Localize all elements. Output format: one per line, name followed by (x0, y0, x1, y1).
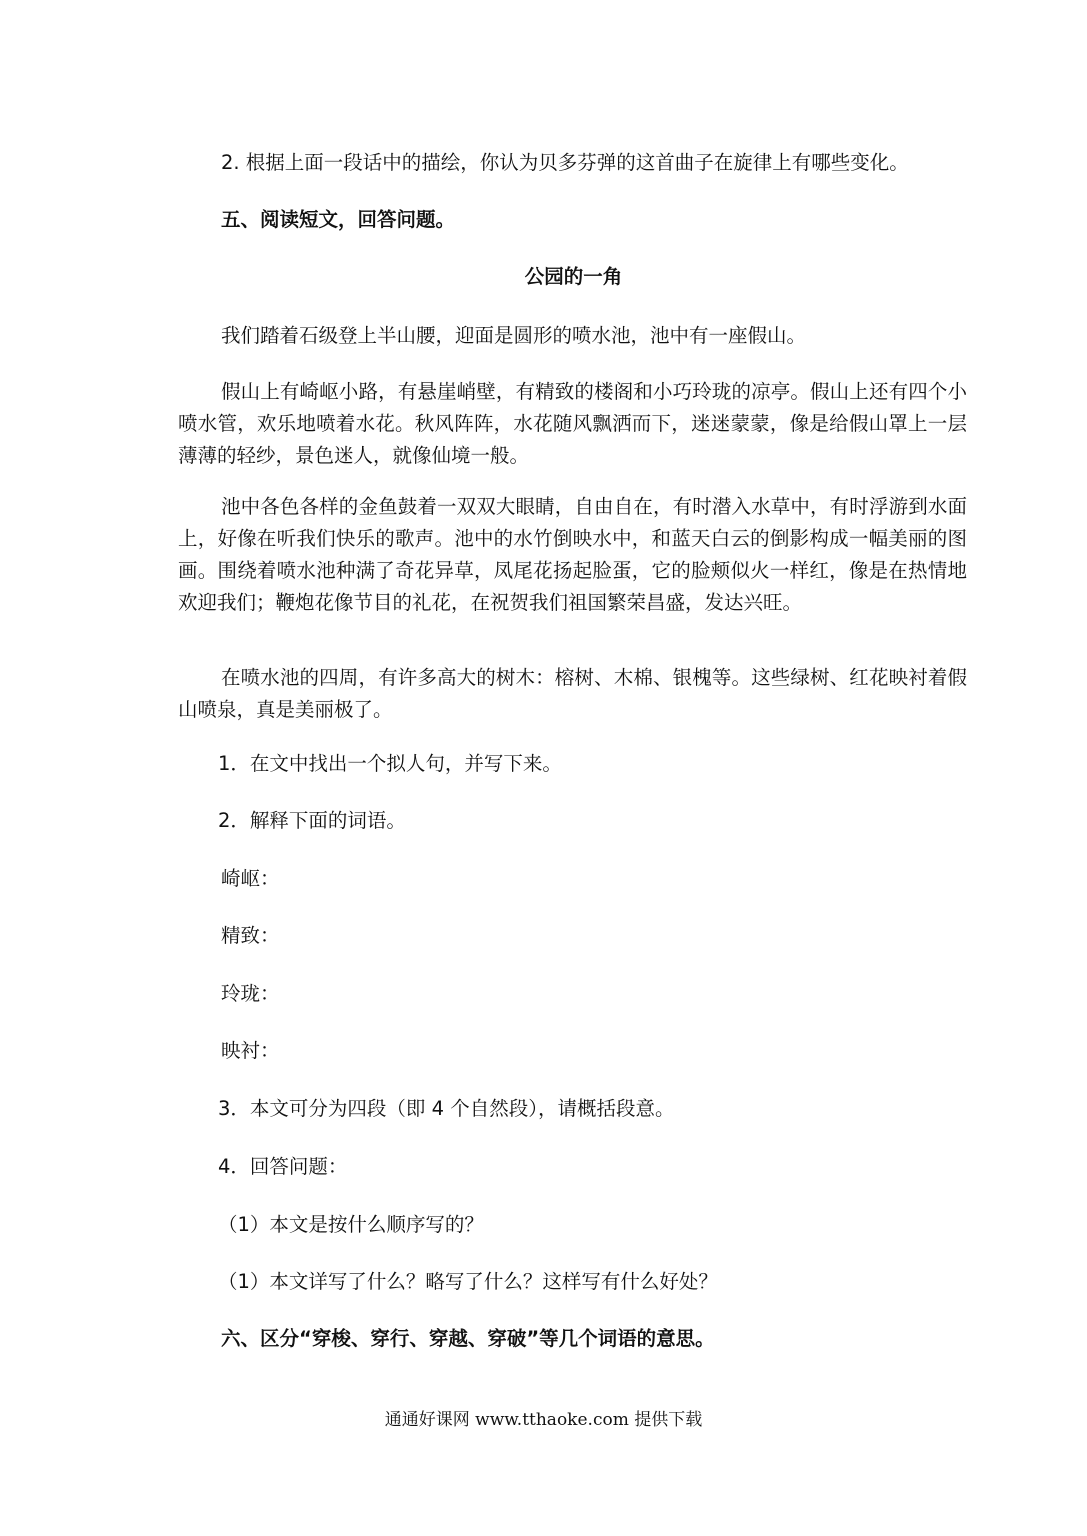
question-3: 3．本文可分为四段（即 4 个自然段），请概括段意。 (218, 1097, 675, 1120)
page-footer: 通通好课网 www.tthaoke.com 提供下载 (384, 1410, 703, 1430)
question-1: 1．在文中找出一个拟人句，并写下来。 (218, 752, 562, 775)
word-qiqu: 崎岖： (221, 867, 280, 890)
question-4: 4．回答问题： (218, 1155, 348, 1178)
passage-paragraph-1: 我们踏着石级登上半山腰，迎面是圆形的喷水池，池中有一座假山。 (221, 324, 807, 347)
word-jingzhi: 精致： (221, 924, 280, 947)
word-yingchen: 映衬： (221, 1039, 280, 1062)
question-4-sub-2: （1）本文详写了什么？略写了什么？这样写有什么好处？ (218, 1270, 718, 1293)
previous-question-2: 2. 根据上面一段话中的描绘，你认为贝多芬弹的这首曲子在旋律上有哪些变化。 (221, 151, 909, 174)
question-2: 2．解释下面的词语。 (218, 809, 406, 832)
passage-paragraph-2: 假山上有崎岖小路，有悬崖峭壁，有精致的楼阁和小巧玲珑的凉亭。假山上还有四个小喷水管，欢乐地喷着水花。秋风阵阵，水花随风飘洒而下，迷迷蒙蒙，像是给假山罩上一层薄薄的轻纱，景色迷人，就像仙境一般。 (178, 380, 967, 467)
question-4-sub-1: （1）本文是按什么顺序写的？ (218, 1213, 484, 1236)
section-6-heading: 六、区分“穿梭、穿行、穿越、穿破”等几个词语的意思。 (221, 1327, 715, 1350)
passage-title: 公园的一角 (524, 265, 623, 288)
word-linglong: 玲珑： (221, 982, 280, 1005)
passage-paragraph-3: 池中各色各样的金鱼鼓着一双双大眼睛，自由自在，有时潜入水草中，有时浮游到水面上，好像在听我们快乐的歌声。池中的水竹倒映水中，和蓝天白云的倒影构成一幅美丽的图画。围绕着喷水池种满了奇花异草，凤尾花扬起脸蛋，它的脸颊似火一样红，像是在热情地欢迎我们；鞭炮花像节目的礼花，在祝贺我们祖国繁荣昌盛，发达兴旺。 (178, 495, 967, 614)
passage-paragraph-4: 在喷水池的四周，有许多高大的树木：榕树、木棉、银槐等。这些绿树、红花映衬着假山喷泉，真是美丽极了。 (178, 666, 967, 721)
section-5-heading: 五、阅读短文，回答问题。 (221, 208, 456, 231)
